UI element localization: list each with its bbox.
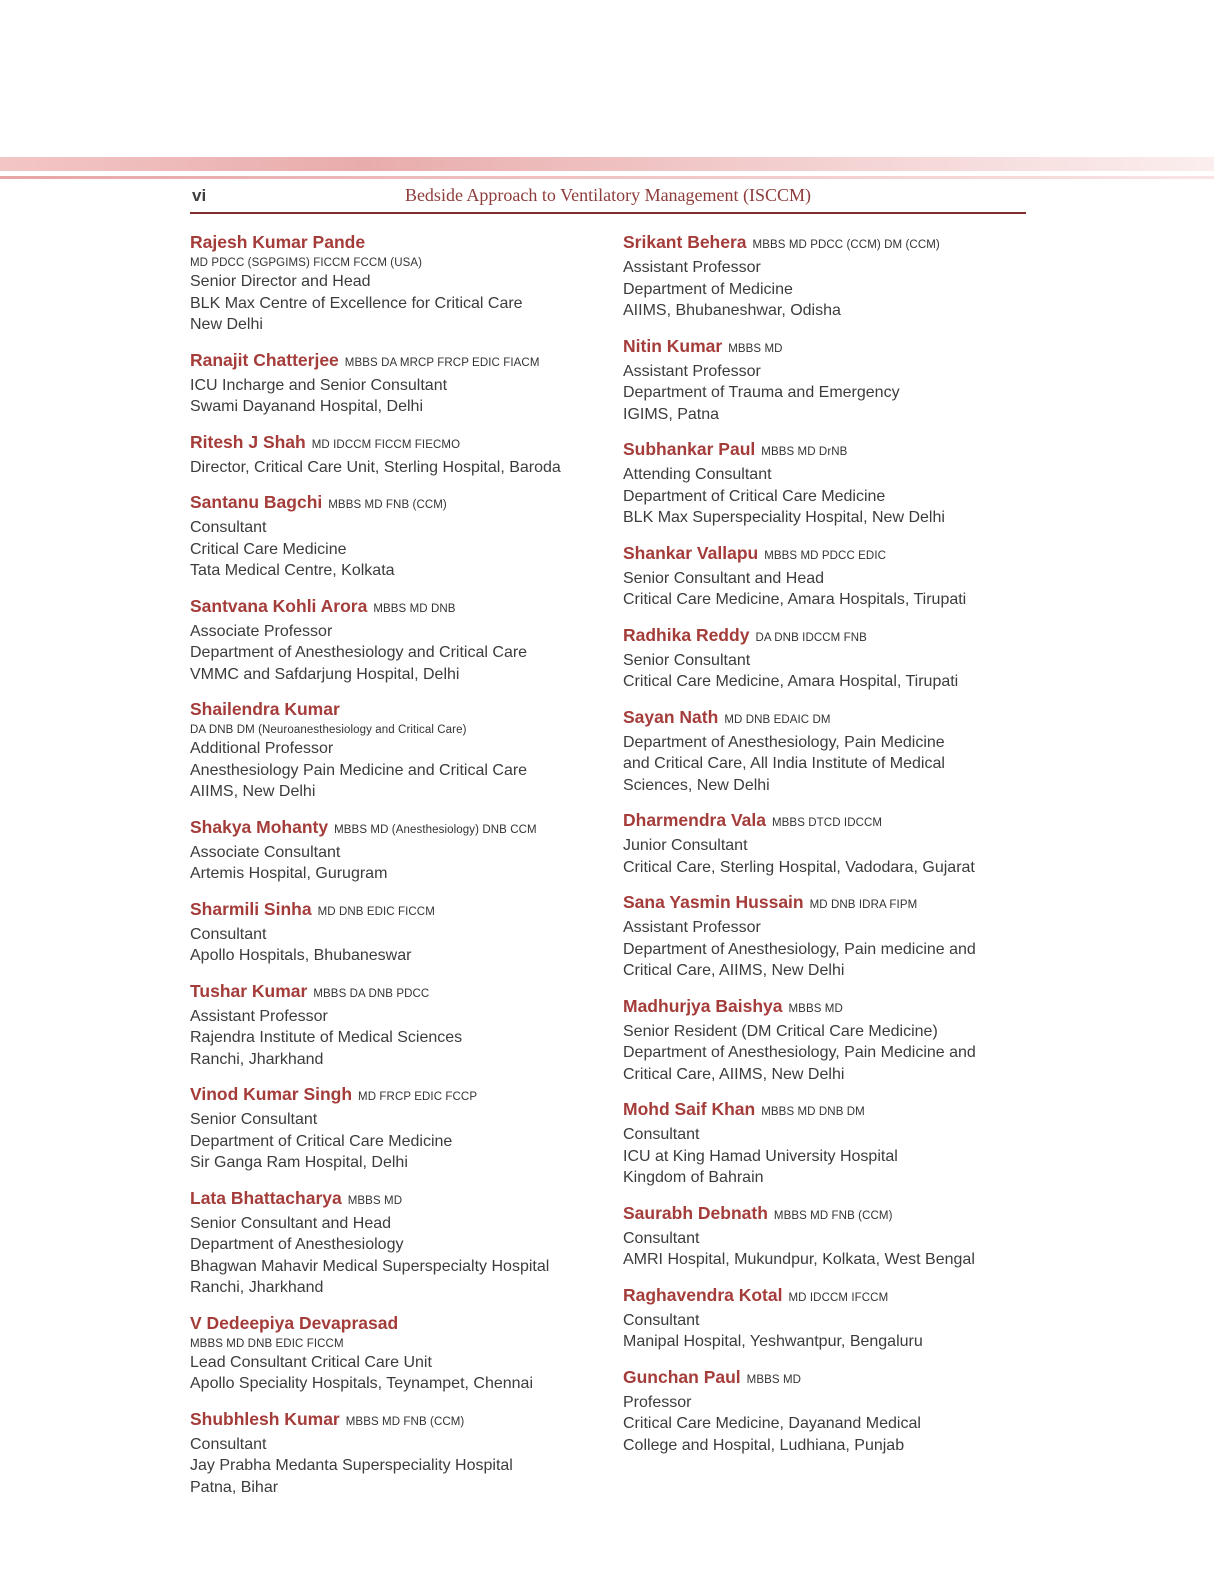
contributor-name-line <box>623 542 1026 568</box>
contributor-credentials: MD PDCC (SGPGIMS) FICCM FCCM (USA) <box>190 257 423 269</box>
contributor-detail-line: Senior Consultant <box>190 1111 318 1128</box>
contributor-name: Vinod Kumar Singh <box>190 1084 353 1104</box>
contributor-entry <box>190 1083 593 1174</box>
contributor-name-line <box>190 1312 593 1336</box>
contributor-detail-line: Critical Care, AIIMS, New Delhi <box>623 962 845 979</box>
contributor-entry <box>623 809 1026 878</box>
contributor-entry <box>623 1284 1026 1353</box>
contributor-name: Shankar Vallapu <box>623 542 759 563</box>
contributor-detail-line: Professor <box>623 1393 692 1411</box>
contributor-credentials: MD IDCCM IFCCM <box>788 1291 889 1304</box>
contributor-detail-line: Critical Care Medicine, Amara Hospitals, Tirupati <box>623 591 967 608</box>
header-rule <box>190 212 1026 214</box>
contributor-detail-line: Assistant Professor <box>623 919 761 936</box>
contributor-detail-line: Associate Professor <box>190 622 333 640</box>
contributor-detail-line: Department of Trauma and Emergency <box>623 384 900 401</box>
contributor-credentials: MBBS MD FNB (CCM) <box>773 1209 893 1222</box>
contributor-entry <box>190 491 593 582</box>
contributor-detail-line: Ranchi, Jharkhand <box>190 1050 324 1068</box>
page-title: Bedside Approach to Ventilatory Management (ISCCM) <box>404 185 812 205</box>
page-content <box>190 184 1026 1511</box>
contributor-detail-line: Assistant Professor <box>190 1007 328 1025</box>
contributor-detail-line: College and Hospital, Ludhiana, Punjab <box>623 1436 905 1454</box>
contributor-detail-line: Ranchi, Jharkhand <box>190 1279 324 1296</box>
contributor-entry <box>623 438 1026 529</box>
contributor-detail-line: Lead Consultant Critical Care Unit <box>190 1353 432 1371</box>
contributor-credentials: MBBS MD DNB DM <box>761 1106 865 1118</box>
contributor-entry <box>190 231 593 336</box>
contributor-credentials: MBBS MD DrNB <box>761 446 848 458</box>
contributor-name-line <box>623 1202 1026 1228</box>
contributor-name-line <box>190 431 593 457</box>
contributor-detail-line: Artemis Hospital, Gurugram <box>190 865 388 882</box>
contributor-name-line <box>190 980 593 1006</box>
contributor-name: Saurabh Debnath <box>623 1202 768 1223</box>
contributor-credentials: MD DNB IDRA FIPM <box>809 899 918 911</box>
contributor-detail-line: Department of Medicine <box>623 280 793 298</box>
contributor-detail-line: Department of Anesthesiology, Pain medicine and <box>623 940 976 958</box>
contributor-credentials: MBBS MD DNB EDIC FICCM <box>190 1337 344 1350</box>
contributor-name-line <box>623 891 1026 917</box>
contributor-detail-line: AMRI Hospital, Mukundpur, Kolkata, West Bengal <box>623 1251 975 1268</box>
contributor-name: Sayan Nath <box>623 706 719 727</box>
contributor-detail-line: BLK Max Superspeciality Hospital, New Delhi <box>623 509 945 526</box>
contributor-detail-line: IGIMS, Patna <box>623 405 720 423</box>
contributor-entry <box>623 706 1026 797</box>
contributor-detail-line: Assistant Professor <box>623 362 761 380</box>
contributor-detail-line: Director, Critical Care Unit, Sterling Hospital, Baroda <box>190 458 561 476</box>
contributor-entry <box>623 542 1026 611</box>
contributor-name-line <box>190 491 593 517</box>
contributor-name: Nitin Kumar <box>623 335 723 356</box>
contributor-credentials: MBBS MD PDCC EDIC <box>764 549 887 562</box>
contributor-credentials: MD DNB EDIC FICCM <box>317 905 435 918</box>
contributor-entry <box>623 1202 1026 1271</box>
contributor-detail-line: Sir Ganga Ram Hospital, Delhi <box>190 1154 408 1171</box>
contributor-entry <box>190 431 593 479</box>
contributor-entry <box>623 335 1026 426</box>
contributor-credentials: MBBS MD <box>728 342 783 355</box>
contributor-detail-line: Rajendra Institute of Medical Sciences <box>190 1029 463 1046</box>
contributor-detail-line: ICU Incharge and Senior Consultant <box>190 376 448 394</box>
contributor-credentials: MBBS MD (Anesthesiology) DNB CCM <box>334 823 537 836</box>
contributors-columns <box>190 231 1026 1511</box>
contributor-name-line <box>623 624 1026 650</box>
contributor-name: Dharmendra Vala <box>623 810 766 830</box>
contributor-name-line <box>190 595 593 621</box>
contributor-detail-line: Apollo Speciality Hospitals, Teynampet, Chennai <box>190 1375 534 1392</box>
contributor-credentials: MD DNB EDAIC DM <box>724 713 831 726</box>
contributor-detail-line: Associate Consultant <box>190 843 341 861</box>
contributor-detail-line: Apollo Hospitals, Bhubaneswar <box>190 947 412 964</box>
contributor-entry <box>190 698 593 803</box>
contributor-detail-line: Senior Director and Head <box>190 273 371 290</box>
page-number: vi <box>192 186 207 205</box>
contributor-detail-line: Department of Anesthesiology and Critical Care <box>190 644 528 661</box>
contributor-detail-line: Critical Care Medicine, Dayanand Medical <box>623 1415 921 1432</box>
contributor-entry <box>190 980 593 1071</box>
contributor-detail-line: Bhagwan Mahavir Medical Superspecialty Hospital <box>190 1257 550 1275</box>
contributor-name-line <box>190 1408 593 1434</box>
decorative-pink-line <box>0 176 1214 179</box>
contributor-credentials: MBBS DA DNB PDCC <box>313 987 430 1000</box>
contributor-credentials: MBBS DA MRCP FRCP EDIC FIACM <box>344 356 540 369</box>
contributor-detail-line: Consultant <box>190 519 267 536</box>
contributor-name-line <box>623 335 1026 361</box>
contributor-entry <box>623 1366 1026 1457</box>
decorative-pink-band <box>0 157 1214 171</box>
contributor-detail-line: Tata Medical Centre, Kolkata <box>190 562 395 579</box>
contributor-entry <box>190 816 593 885</box>
contributor-entry <box>190 1408 593 1499</box>
contributor-credentials: MBBS MD <box>788 1002 843 1015</box>
contributor-detail-line: Department of Anesthesiology, Pain Medicine and <box>623 1044 976 1061</box>
contributor-entry <box>623 1098 1026 1189</box>
contributor-credentials: MBBS MD <box>347 1194 403 1207</box>
contributor-name-line <box>623 809 1026 835</box>
contributor-name: Santanu Bagchi <box>190 492 323 512</box>
contributor-detail-line: Critical Care, Sterling Hospital, Vadodara, Gujarat <box>623 858 975 876</box>
contributor-detail-line: Consultant <box>190 1435 267 1453</box>
contributor-name-line <box>623 706 1026 732</box>
contributor-entry <box>190 1187 593 1299</box>
contributor-detail-line: Department of Anesthesiology, Pain Medicine <box>623 733 945 751</box>
contributor-detail-line: Assistant Professor <box>623 259 761 276</box>
contributor-detail-line: Anesthesiology Pain Medicine and Critical Care <box>190 761 528 779</box>
contributor-name: V Dedeepiya Devaprasad <box>190 1312 399 1333</box>
contributor-detail-line: Critical Care Medicine, Amara Hospital, Tirupati <box>623 673 959 690</box>
contributor-name-line <box>623 1366 1026 1392</box>
contributor-credentials: MD FRCP EDIC FCCP <box>358 1091 478 1103</box>
contributor-name-line <box>623 231 1026 257</box>
contributor-name: Shailendra Kumar <box>190 699 340 719</box>
contributor-detail-line: Sciences, New Delhi <box>623 776 770 794</box>
contributor-name: Rajesh Kumar Pande <box>190 232 366 252</box>
contributor-detail-line: VMMC and Safdarjung Hospital, Delhi <box>190 665 460 683</box>
contributor-detail-line: AIIMS, Bhubaneshwar, Odisha <box>623 302 841 319</box>
contributor-entry <box>190 349 593 418</box>
contributor-detail-line: ICU at King Hamad University Hospital <box>623 1147 898 1165</box>
contributor-name: Shubhlesh Kumar <box>190 1408 340 1429</box>
contributor-credentials: DA DNB DM (Neuroanesthesiology and Critical Care) <box>190 724 467 736</box>
contributor-name-line <box>190 231 593 255</box>
contributor-name-line <box>623 438 1026 464</box>
page-header <box>190 184 1026 208</box>
contributor-entry <box>623 995 1026 1086</box>
contributor-entry <box>190 1312 593 1395</box>
contributor-detail-line: Consultant <box>623 1311 700 1329</box>
contributor-detail-line: Consultant <box>623 1126 700 1143</box>
contributors-right-column <box>623 231 1026 1511</box>
contributor-name-line <box>623 1284 1026 1310</box>
contributor-detail-line: Critical Care Medicine <box>190 540 347 558</box>
contributor-credentials: MBBS MD FNB (CCM) <box>345 1415 465 1428</box>
contributor-credentials: MBBS MD <box>746 1373 802 1386</box>
contributor-name-line <box>190 816 593 842</box>
contributor-detail-line: Critical Care, AIIMS, New Delhi <box>623 1065 845 1083</box>
contributor-detail-line: Manipal Hospital, Yeshwantpur, Bengaluru <box>623 1333 923 1350</box>
contributor-detail-line: Department of Critical Care Medicine <box>623 487 886 505</box>
contributor-name: Raghavendra Kotal <box>623 1284 783 1305</box>
contributor-credentials: DA DNB IDCCM FNB <box>755 631 867 644</box>
contributor-detail-line: BLK Max Centre of Excellence for Critical Care <box>190 294 523 312</box>
contributor-credentials: MBBS MD PDCC (CCM) DM (CCM) <box>752 239 940 251</box>
contributor-name: Ritesh J Shah <box>190 431 306 452</box>
contributor-detail-line: Additional Professor <box>190 740 334 757</box>
contributors-left-column <box>190 231 593 1511</box>
contributor-name-line <box>623 995 1026 1021</box>
contributor-name-line <box>190 349 593 375</box>
contributor-credentials: MBBS MD FNB (CCM) <box>328 499 447 511</box>
contributor-detail-line: Attending Consultant <box>623 466 772 483</box>
contributor-entry <box>623 624 1026 693</box>
contributor-entry <box>190 898 593 967</box>
contributor-name-line <box>190 1083 593 1109</box>
contributor-credentials: MD IDCCM FICCM FIECMO <box>311 438 461 451</box>
contributor-name: Ranajit Chatterjee <box>190 349 339 370</box>
contributor-name: Shakya Mohanty <box>190 816 329 837</box>
contributor-detail-line: and Critical Care, All India Institute of Medical <box>623 755 945 772</box>
contributor-name: Sharmili Sinha <box>190 898 312 919</box>
contributor-name: Gunchan Paul <box>623 1366 741 1387</box>
contributor-detail-line: Consultant <box>190 925 267 943</box>
contributor-detail-line: New Delhi <box>190 316 263 333</box>
contributor-name: Tushar Kumar <box>190 980 308 1001</box>
contributor-name: Mohd Saif Khan <box>623 1099 756 1119</box>
contributor-detail-line: Junior Consultant <box>623 837 748 854</box>
contributor-name-line <box>623 1098 1026 1124</box>
contributor-entry <box>623 891 1026 982</box>
contributor-name-line <box>190 898 593 924</box>
contributor-credentials: MBBS MD DNB <box>373 602 456 615</box>
contributor-detail-line: Senior Resident (DM Critical Care Medicine) <box>623 1022 938 1040</box>
contributor-name: Madhurjya Baishya <box>623 995 783 1016</box>
contributor-name: Radhika Reddy <box>623 624 750 645</box>
contributor-detail-line: Swami Dayanand Hospital, Delhi <box>190 398 423 415</box>
contributor-detail-line: Consultant <box>623 1229 700 1247</box>
contributor-entry <box>190 595 593 686</box>
contributor-detail-line: Senior Consultant and Head <box>190 1214 392 1232</box>
contributor-detail-line: Jay Prabha Medanta Superspeciality Hospital <box>190 1457 513 1474</box>
contributor-detail-line: Department of Critical Care Medicine <box>190 1132 453 1150</box>
contributor-name: Srikant Behera <box>623 232 747 252</box>
contributor-detail-line: Senior Consultant <box>623 651 751 669</box>
contributor-name-line <box>190 698 593 722</box>
contributor-name: Santvana Kohli Arora <box>190 595 368 616</box>
contributor-entry <box>623 231 1026 322</box>
contributor-name-line <box>190 1187 593 1213</box>
contributor-name: Sana Yasmin Hussain <box>623 892 804 912</box>
contributor-name: Lata Bhattacharya <box>190 1187 342 1208</box>
contributor-detail-line: Department of Anesthesiology <box>190 1236 404 1253</box>
contributor-credentials: MBBS DTCD IDCCM <box>771 817 883 829</box>
contributor-detail-line: Kingdom of Bahrain <box>623 1169 764 1186</box>
contributor-detail-line: Patna, Bihar <box>190 1478 279 1496</box>
contributor-name: Subhankar Paul <box>623 439 756 459</box>
contributor-detail-line: AIIMS, New Delhi <box>190 783 316 800</box>
contributor-detail-line: Senior Consultant and Head <box>623 569 825 587</box>
